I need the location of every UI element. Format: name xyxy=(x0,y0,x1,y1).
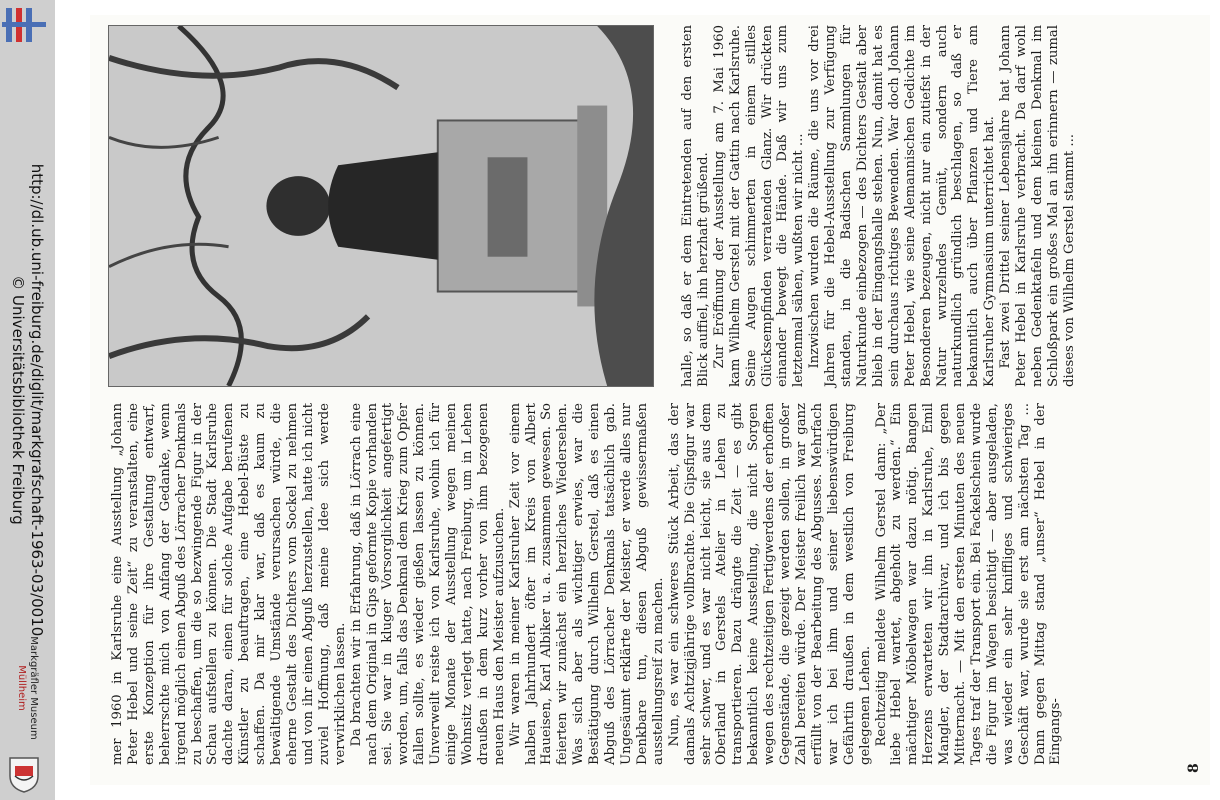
paragraph: halle, so daß er dem Eintretenden auf den ersten Blick auffiel, ihn herzhaft grüßend. xyxy=(680,25,711,387)
monument-photograph xyxy=(108,25,654,387)
paragraph: mer 1960 in Karlsruhe eine Ausstellung „Johann Peter Hebel und seine Zeit“ zu veranstalten, eine erste Konzeption für ihre Gestaltung entwarf, beherrschte mich von Anfang der Gedanke, wenn irgend möglich einen Abguß des Lörracher Denkmals zu beschaffen, um die so bezwingende Figur in der Schau aufstellen zu können. Die Stadt Karlsruhe dachte daran, einen für solche Aufgabe berufenen Künstler zu beauftragen, eine Hebel-Büste zu schaffen. Da mir klar war, daß es kaum zu bewältigende Umstände verursachen würde, die eherne Gestalt des Dichters vom Sockel zu nehmen und von ihr einen Abguß herzustellen, hatte ich nicht zuviel Hoffnung, daß meine Idee sich werde verwirklichen lassen. xyxy=(110,403,348,765)
page-number: 8 xyxy=(1186,763,1202,773)
paragraph: Zur Eröffnung der Ausstellung am 7. Mai 1960 kam Wilhelm Gerstel mit der Gattin nach Karlsruhe. Seine Augen schimmerten in einem stilles Glücksempfinden verratenden Glanz. Wir drückten einander bewegt die Hände. Daß wir uns zum letztenmal sähen, wußten wir nicht ... xyxy=(711,25,807,387)
paragraph: Rechtzeitig meldete Wilhelm Gerstel dann: „Der liebe Hebel wartet, abgeholt zu werden.“ Ein mächtiger Möbelwagen war dazu nötig. Bangen Herzens erwarteten wir ihn in Karlsruhe, Emil Mangler, der Stadtarchivar, und ich bis gegen Mitternacht. — Mit den ersten Minuten des neuen Tages traf der Transport ein. Bei Fackelschein wurde die Figur im Wagen besichtigt — aber ausgeladen, was wieder ein sehr kniffliges und schwieriges Geschäft war, wurde sie erst am nächsten Tag ... Dann gegen Mittag stand „unser“ Hebel in der Eingangs- xyxy=(873,403,1064,765)
paragraph: Nun, es war ein schweres Stück Arbeit, das der damals Achtzigjährige vollbrachte. Die Gipsfigur war sehr schwer, und es war nicht leicht, sie aus dem Oberland in Gerstels Atelier in Lehen zu transportieren. Dazu drängte die Zeit — es gibt bekanntlich keine Ausstellung, die nicht Sorgen wegen des rechtzeitigen Fertigwerdens der erhofften Gegenstände, die gezeigt werden sollen, in großer Zahl bereiten würde. Der Meister freilich war ganz erfüllt von der Bearbeitung des Abgusses. Mehrfach war ich bei ihm und seiner liebenswürdigen Gefährtin draußen in dem westlich von Freiburg gelegenen Lehen. xyxy=(666,403,873,765)
museum-crest-icon xyxy=(4,754,44,794)
university-library-logo-icon xyxy=(2,4,48,46)
hebel-statue-photo-icon xyxy=(109,26,653,386)
museum-name: Markgräfler Museum xyxy=(28,636,39,740)
text-column-left xyxy=(110,403,1180,765)
document-page xyxy=(90,15,1210,785)
paragraph: Inzwischen wurden die Räume, die uns vor drei Jahren für die Hebel-Ausstellung zur Verfügung standen, in die Badischen Sammlungen für Naturkunde einbezogen — des Dichters Gestalt aber blieb in der Eingangshalle stehen. Nun, damit hat es sein durchaus richtiges Bewenden. War doch Johann Peter Hebel, wie seine Alemannischen Gedichte im Besonderen bezeugen, nicht nur ein zutiefst in der Natur wurzelndes Gemüt, sondern auch naturkundlich gründlich beschlagen, so daß er bekanntlich auch über Pflanzen und Tiere am Karlsruher Gymnasium unterrichtet hat. xyxy=(807,25,998,387)
viewer-sidebar xyxy=(0,0,55,800)
paragraph: Da brachten wir in Erfahrung, daß in Lörrach eine nach dem Original in Gips geformte Kopie vorhanden sei. Sie war in kluger Vorsorglichkeit angefertigt worden, um, falls das Denkmal dem Krieg zum Opfer fallen sollte, es wieder gießen lassen zu können. Unverweilt reiste ich von Karlsruhe, wohin ich für einige Monate der Ausstellung wegen meinen Wohnsitz verlegt hatte, nach Freiburg, um in Lehen draußen in dem kurz vorher von ihm bezogenen neuen Haus den Meister aufzusuchen. xyxy=(348,403,507,765)
museum-credit xyxy=(15,636,39,739)
source-url[interactable]: http://dl.ub.uni-freiburg.de/diglit/markgrafschaft-1963-03/0010 xyxy=(28,163,46,637)
paragraph: Fast zwei Drittel seiner Lebensjahre hat Johann Peter Hebel in Karlsruhe verbracht. Da darf wohl neben Gedenktafeln und dem kleinen Denkmal im Schloßpark ein großes Mal an ihn erinnern — zumal dieses von Wilhelm Gerstel stammt ... xyxy=(998,25,1077,387)
document-page-viewport xyxy=(90,15,1210,785)
copyright-notice: © Universitätsbibliothek Freiburg xyxy=(9,275,27,525)
paragraph: Wir waren in meiner Karlsruher Zeit vor einem halben Jahrhundert öfter im Kreis von Albert Haueisen, Karl Albiker u. a. zusammen gewesen. So feierten wir zunächst ein herzliches Wiedersehen. Was sich aber als wichtiger erwies, war die Bestätigung durch Wilhelm Gerstel, daß es einen Abguß des Lörracher Denkmals tatsächlich gab. Ungesäumt erklärte der Meister, er werde alles nur Denkbare tun, diesen Abguß gewissermaßen ausstellungsreif zu machen. xyxy=(507,403,666,765)
museum-city: Müllheim xyxy=(16,665,27,711)
source-info xyxy=(8,164,46,637)
text-column-right xyxy=(680,25,1180,387)
